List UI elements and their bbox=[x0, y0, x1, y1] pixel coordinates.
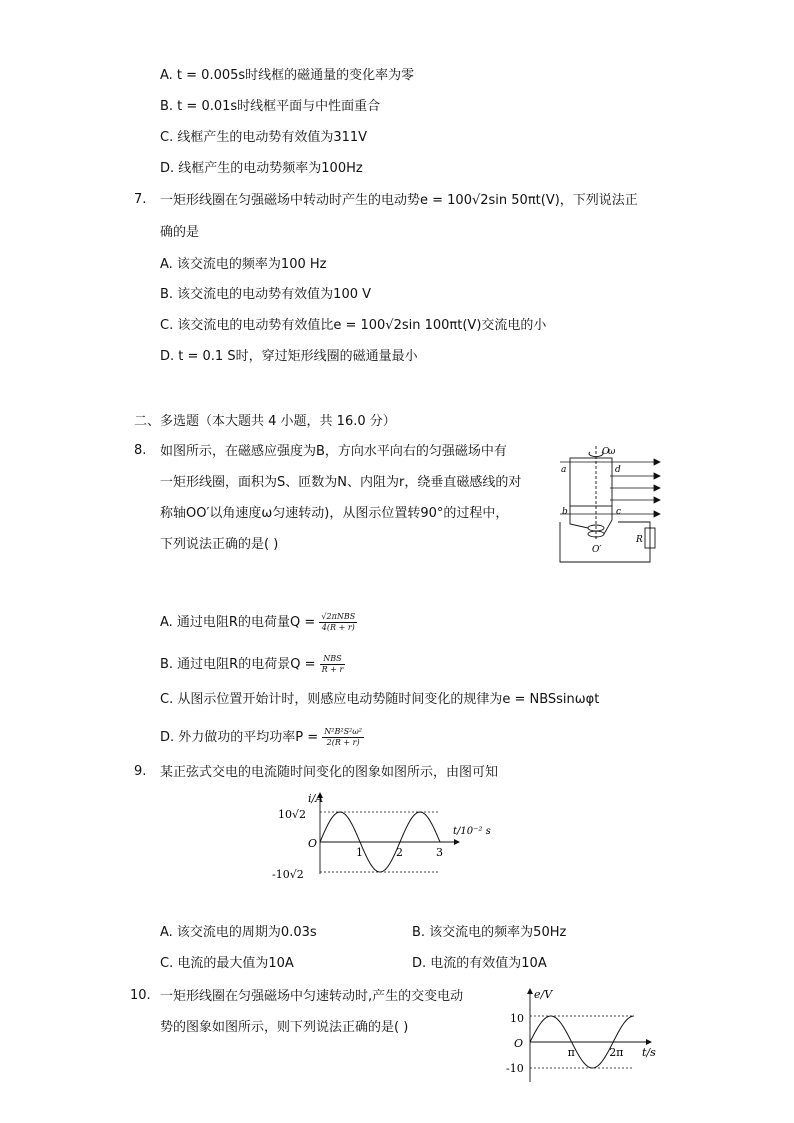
q8-stem-line4: 下列说法正确的是( ) bbox=[160, 537, 279, 552]
q8-option-b-text: B. 通过电阻R的电荷景Q = bbox=[160, 657, 316, 672]
q7-stem-line2: 确的是 bbox=[160, 225, 200, 240]
q7-option-a: A. 该交流电的频率为100 Hz bbox=[160, 257, 327, 272]
q9-number: 9. bbox=[134, 764, 147, 779]
q9-origin-label: O bbox=[308, 837, 318, 850]
q8-option-a-fraction bbox=[319, 612, 357, 633]
q8-stem-line2: 一矩形线圈，面积为S、匝数为N、内阻为r，绕垂直磁感线的对 bbox=[160, 475, 522, 490]
q7-number: 7. bbox=[134, 192, 147, 207]
q10-y-axis-arrow bbox=[527, 988, 533, 994]
q8-option-a-numerator: √2πNBS bbox=[321, 612, 356, 621]
q10-origin-label: O bbox=[514, 1037, 524, 1050]
q10-x-axis-label: t/s bbox=[642, 1046, 656, 1059]
q8-option-b bbox=[160, 654, 345, 675]
q6-option-a: A. t = 0.005s时线框的磁通量的变化率为零 bbox=[160, 68, 415, 83]
q10-ytick-min: -10 bbox=[506, 1062, 524, 1075]
q9-option-b: B. 该交流电的频率为50Hz bbox=[412, 925, 567, 940]
q6-option-d: D. 线框产生的电动势频率为100Hz bbox=[160, 161, 363, 176]
q8-coil-figure bbox=[558, 444, 662, 564]
q10-xtick-label: 2π bbox=[609, 1046, 624, 1059]
q8-stem-line3: 称轴OO′以角速度ω匀速转动)，从图示位置转90°的过程中， bbox=[160, 506, 509, 521]
q9-xtick-label: 3 bbox=[436, 846, 443, 859]
q9-option-d: D. 电流的有效值为10A bbox=[412, 956, 547, 971]
q8-fig-label-o-top: O bbox=[602, 447, 610, 457]
q7-option-c: C. 该交流电的电动势有效值比e = 100√2sin 100πt(V)交流电的小 bbox=[160, 318, 547, 333]
q8-fig-label-r: R bbox=[636, 535, 643, 545]
q9-xtick-label: 2 bbox=[396, 846, 403, 859]
q8-option-b-denominator: R + r bbox=[321, 665, 344, 674]
q8-option-a-denominator: 4(R + r) bbox=[321, 623, 355, 632]
q7-option-d: D. t = 0.1 S时，穿过矩形线圈的磁通量最小 bbox=[160, 349, 418, 364]
q6-option-b: B. t = 0.01s时线框平面与中性面重合 bbox=[160, 99, 381, 114]
q6-option-c: C. 线框产生的电动势有效值为311V bbox=[160, 130, 368, 145]
q9-stem: 某正弦式交电的电流随时间变化的图象如图所示，由图可知 bbox=[160, 765, 499, 780]
q8-fig-label-omega: ω bbox=[608, 447, 616, 457]
q8-option-b-numerator: NBS bbox=[320, 654, 346, 665]
q8-option-d-text: D. 外力做功的平均功率P = bbox=[160, 730, 319, 745]
q8-option-a-text: A. 通过电阻R的电荷量Q = bbox=[160, 615, 316, 630]
q8-option-b-fraction bbox=[320, 654, 346, 675]
q10-number: 10. bbox=[130, 988, 151, 1003]
q10-emf-chart bbox=[500, 984, 670, 1084]
q9-x-axis-arrow bbox=[454, 839, 460, 845]
q8-fig-label-a: a bbox=[561, 465, 567, 475]
q9-option-c: C. 电流的最大值为10A bbox=[160, 956, 294, 971]
q10-y-axis-label: e/V bbox=[534, 988, 553, 1001]
q9-ytick-min: -10√2 bbox=[272, 868, 304, 881]
q10-x-axis-arrow bbox=[646, 1039, 652, 1045]
q8-fig-label-c: c bbox=[616, 507, 622, 517]
q9-current-chart bbox=[270, 790, 500, 886]
q8-option-d-numerator: N²B²S²ω² bbox=[324, 727, 362, 736]
section-heading-multiple-choice: 二、多选题（本大题共 4 小题，共 16.0 分） bbox=[134, 414, 396, 429]
q8-option-c: C. 从图示位置开始计时，则感应电动势随时间变化的规律为e = NBSsinωφt bbox=[160, 692, 600, 707]
q8-stem-line1: 如图所示，在磁感应强度为B，方向水平向右的匀强磁场中有 bbox=[160, 444, 507, 459]
q7-option-b: B. 该交流电的电动势有效值为100 V bbox=[160, 287, 372, 302]
q8-fig-label-o-bottom: O′ bbox=[592, 545, 602, 555]
q9-ytick-max: 10√2 bbox=[278, 808, 307, 821]
q9-x-axis-label: t/10⁻² s bbox=[453, 826, 491, 837]
q10-stem-line2: 势的图象如图所示，则下列说法正确的是( ) bbox=[160, 1020, 409, 1035]
q8-fig-label-d: d bbox=[615, 465, 621, 475]
q10-stem-line1: 一矩形线圈在匀强磁场中匀速转动时,产生的交变电动 bbox=[160, 989, 464, 1004]
q7-stem-line1: 一矩形线圈在匀强磁场中转动时产生的电动势e = 100√2sin 50πt(V)，下列说法正 bbox=[160, 193, 638, 208]
q8-option-a bbox=[160, 612, 357, 633]
q8-option-d-denominator: 2(R + r) bbox=[326, 738, 360, 747]
q9-option-a: A. 该交流电的周期为0.03s bbox=[160, 925, 317, 940]
q9-y-axis-label: i/A bbox=[308, 792, 324, 805]
q8-option-d-fraction bbox=[322, 727, 364, 748]
q10-ytick-max: 10 bbox=[510, 1012, 524, 1025]
q9-xtick-label: 1 bbox=[356, 846, 363, 859]
q8-option-d bbox=[160, 727, 364, 748]
q8-fig-label-b: b bbox=[562, 507, 568, 517]
q10-xtick-label: π bbox=[567, 1046, 575, 1059]
q8-number: 8. bbox=[134, 443, 147, 458]
